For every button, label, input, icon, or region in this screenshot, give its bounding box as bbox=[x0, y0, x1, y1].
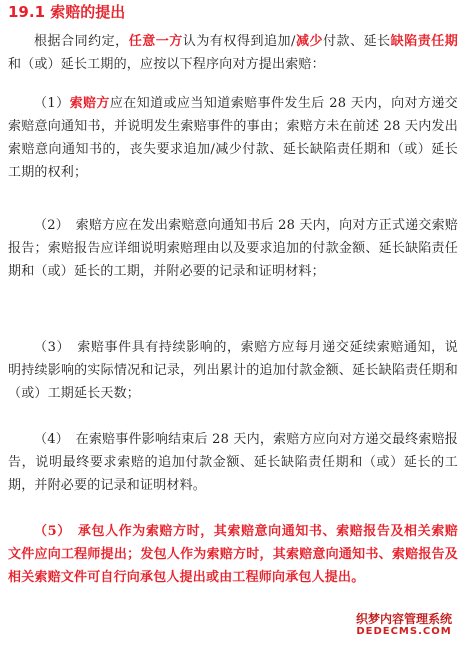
intro-defect: 缺陷责任期 bbox=[390, 34, 458, 49]
intro-reduce: 减少 bbox=[295, 34, 324, 49]
item1-num: （1） bbox=[34, 96, 70, 111]
site-watermark bbox=[352, 611, 456, 639]
clause-item-1 bbox=[8, 92, 458, 184]
intro-mid2: 付款、延长 bbox=[323, 34, 391, 49]
clause-item-2: （2） 索赔方应在发出索赔意向通知书后 28 天内，向对方正式递交索赔报告；索赔报告应详细说明索赔理由以及要求追加的付款金额、延长缺陷责任期和（或）延长的工期，并附必要的记录和证明材料； bbox=[8, 218, 458, 279]
item1-text: 应在知道或应当知道索赔事件发生后 28 天内，向对方递交索赔意向通知书，并说明发生索赔事件的事由；索赔方未在前述 28 天内发出索赔意向通知书的，丧失要求追加/减少付款、延长缺陷责任期和（或）延长工期的权利； bbox=[8, 96, 458, 180]
watermark-cn: 织梦内容管理系统 bbox=[355, 612, 452, 626]
item1-claimant: 索赔方 bbox=[69, 96, 110, 111]
watermark-en: DEDECMS.COM bbox=[356, 626, 452, 637]
section-heading: 19.1 索赔的提出 bbox=[8, 3, 126, 21]
intro-suffix: 和（或）延长工期的，应按以下程序向对方提出索赔： bbox=[8, 57, 325, 72]
intro-mid: 认为有权得到追加/ bbox=[182, 34, 296, 49]
clause-item-4: （4） 在索赔事件影响结束后 28 天内，索赔方应向对方递交最终索赔报告，说明最终要求索赔的追加付款金额、延长缺陷责任期和（或）延长的工期，并附必要的记录和证明材料。 bbox=[8, 432, 458, 493]
intro-prefix: 根据合同约定， bbox=[34, 34, 129, 49]
intro-paragraph bbox=[8, 30, 458, 76]
intro-party: 任意一方 bbox=[128, 34, 183, 49]
clause-item-5: （5） 承包人作为索赔方时，其索赔意向通知书、索赔报告及相关索赔文件应向工程师提出；发包人作为索赔方时，其索赔意向通知书、索赔报告及相关索赔文件可自行向承包人提出或由工程师向承包人提出。 bbox=[8, 524, 458, 585]
clause-item-3: （3） 索赔事件具有持续影响的，索赔方应每月递交延续索赔通知，说明持续影响的实际情况和记录，列出累计的追加付款金额、延长缺陷责任期和（或）工期延长天数； bbox=[8, 340, 458, 401]
